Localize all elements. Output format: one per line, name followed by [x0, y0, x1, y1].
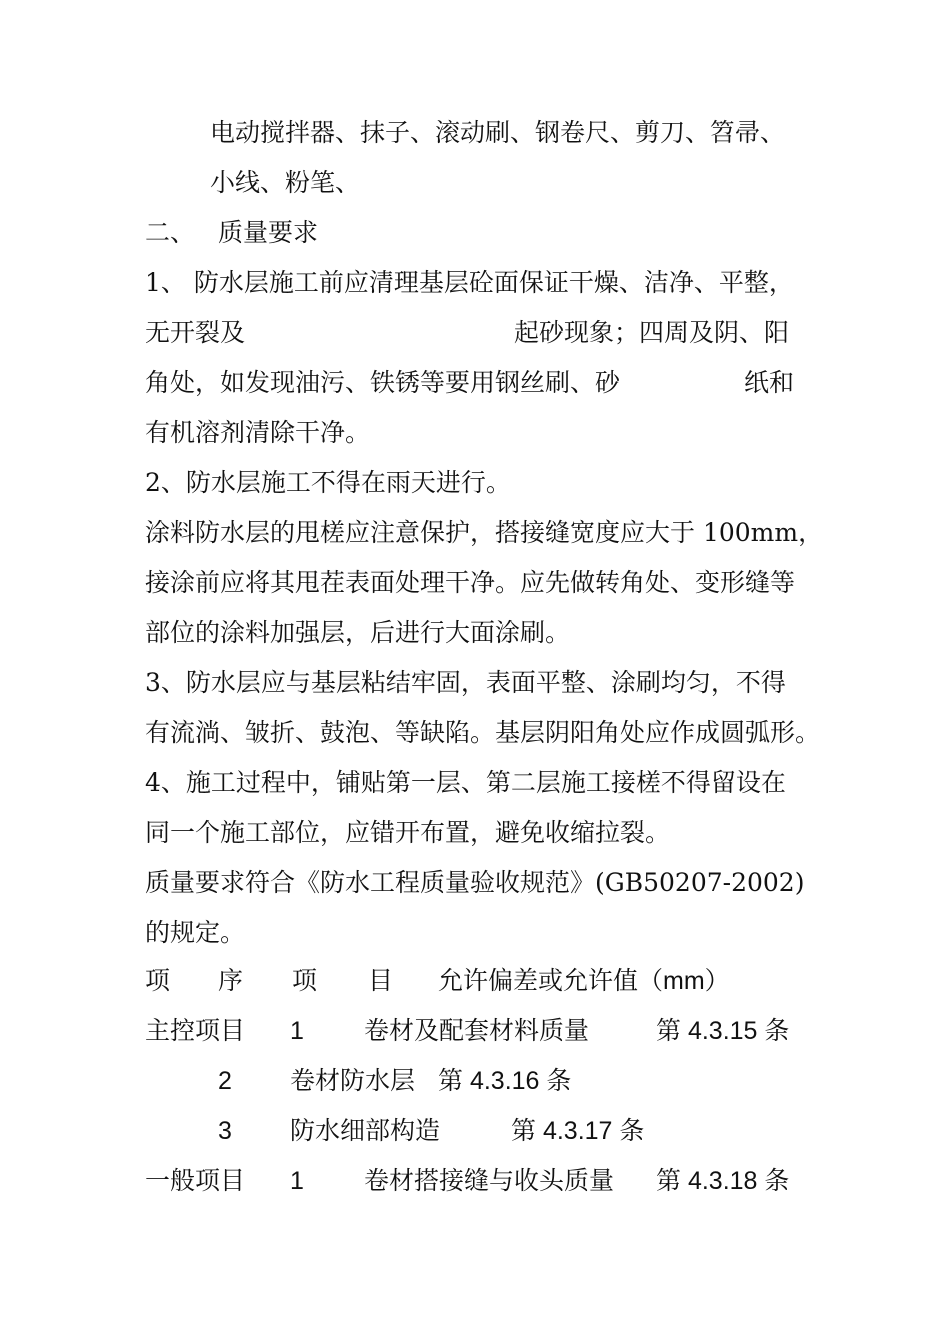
item2-line-1: 2、防水层施工不得在雨天进行。	[145, 468, 511, 497]
coating-line-3: 部位的涂料加强层，后进行大面涂刷。	[145, 618, 571, 647]
table-header-seq: 序	[218, 966, 244, 995]
table-cell-seq: 1	[290, 1167, 304, 1195]
table-cell-value: 第 4.3.18 条	[656, 1167, 790, 1195]
tools-line-2: 小线、粉笔、	[210, 168, 361, 197]
table-cell-value: 第 4.3.16 条	[438, 1067, 572, 1095]
standard-line-2: 的规定。	[145, 918, 246, 947]
table-cell-group: 一般项目	[145, 1166, 246, 1195]
section-number: 二、	[145, 218, 196, 247]
table-header-tolerance: 允许偏差或允许值（mm）	[438, 967, 730, 995]
item3-line-1: 3、防水层应与基层粘结牢固，表面平整、涂刷均匀，不得	[145, 668, 786, 697]
item4-line-2: 同一个施工部位，应错开布置，避免收缩拉裂。	[145, 818, 671, 847]
table-cell-item: 卷材搭接缝与收头质量	[364, 1166, 615, 1195]
item1-line-2b: 起砂现象；四周及阴、阳	[514, 318, 790, 347]
item1-line-3b: 纸和	[744, 368, 795, 397]
item3-line-2: 有流淌、皱折、鼓泡、等缺陷。基层阴阳角处应作成圆弧形。	[145, 718, 821, 747]
table-cell-seq: 2	[218, 1067, 232, 1095]
coating-line-2: 接涂前应将其甩茬表面处理干净。应先做转角处、变形缝等	[145, 568, 796, 597]
table-header-item: 项	[145, 966, 171, 995]
coating-line-1: 涂料防水层的甩槎应注意保护，搭接缝宽度应大于 100mm，	[145, 518, 824, 547]
item1-line-4: 有机溶剂清除干净。	[145, 418, 371, 447]
table-cell-item: 卷材防水层	[290, 1066, 416, 1095]
table-cell-value: 第 4.3.15 条	[656, 1017, 790, 1045]
tools-line-1: 电动搅拌器、抹子、滚动刷、钢卷尺、剪刀、笤帚、	[210, 118, 786, 147]
table-header-item-name-b: 目	[368, 966, 394, 995]
item1-line-1: 1、 防水层施工前应清理基层砼面保证干燥、洁净、平整，	[145, 268, 794, 297]
table-cell-item: 防水细部构造	[290, 1116, 441, 1145]
item4-line-1: 4、施工过程中，铺贴第一层、第二层施工接槎不得留设在	[145, 768, 786, 797]
section-title: 质量要求	[218, 218, 319, 247]
table-cell-seq: 3	[218, 1117, 232, 1145]
table-cell-seq: 1	[290, 1017, 304, 1045]
table-cell-value: 第 4.3.17 条	[511, 1117, 645, 1145]
table-cell-item: 卷材及配套材料质量	[364, 1016, 590, 1045]
table-cell-group: 主控项目	[145, 1016, 246, 1045]
standard-line-1: 质量要求符合《防水工程质量验收规范》(GB50207-2002)	[145, 868, 805, 897]
item1-line-2a: 无开裂及	[145, 318, 246, 347]
table-header-item-name-a: 项	[292, 966, 318, 995]
item1-line-3a: 角处，如发现油污、铁锈等要用钢丝刷、砂	[145, 368, 621, 397]
